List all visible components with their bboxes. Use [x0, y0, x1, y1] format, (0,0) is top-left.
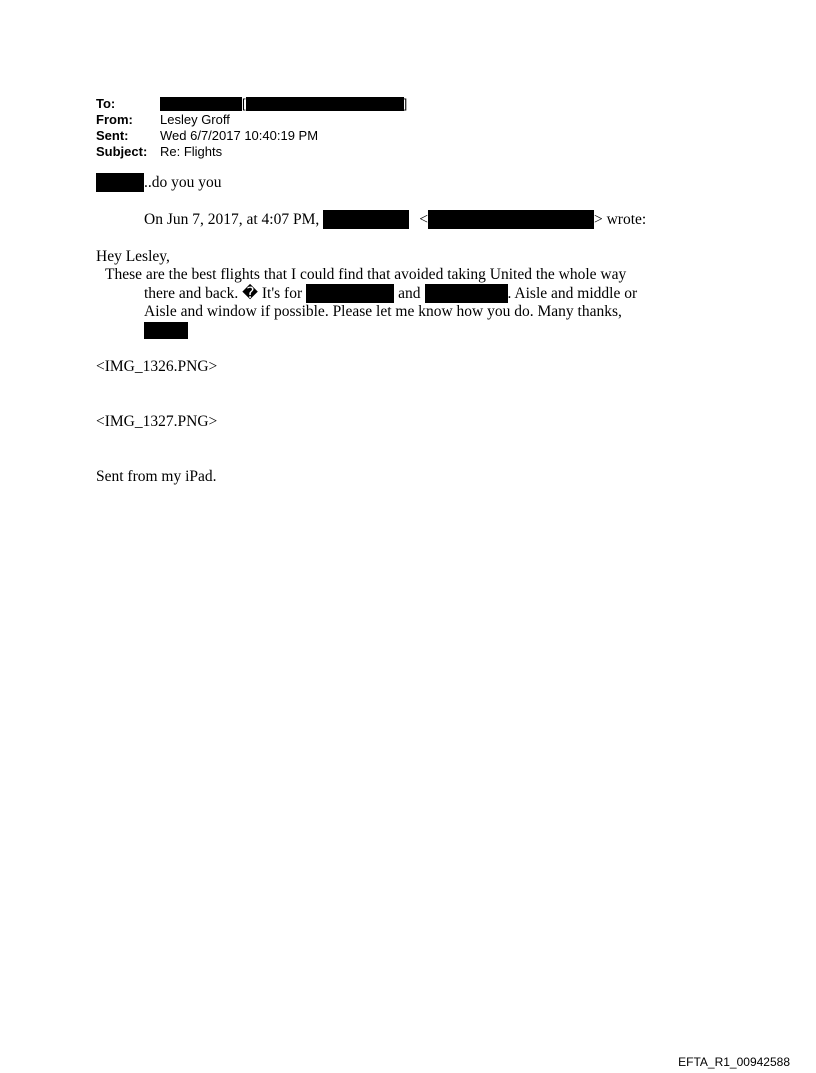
quote-intro [144, 210, 646, 229]
para-line-2-a: there and back. � It's for [144, 285, 303, 302]
from-value: Lesley Groff [160, 112, 230, 127]
attachment-1: <IMG_1326.PNG> [96, 358, 218, 375]
para-line-2-c: . Aisle and middle or [507, 285, 638, 302]
redaction-block [144, 322, 188, 339]
to-row [96, 96, 407, 112]
sent-label: Sent: [96, 128, 129, 143]
redaction [428, 210, 594, 229]
email-header [96, 96, 407, 160]
redaction [160, 97, 242, 111]
subject-value: Re: Flights [160, 144, 223, 159]
greeting: Hey Lesley, [96, 248, 170, 265]
redaction [425, 284, 508, 303]
para-line-2 [144, 284, 637, 303]
subject-row [96, 144, 407, 160]
redaction [96, 173, 144, 192]
sent-value: Wed 6/7/2017 10:40:19 PM [160, 128, 319, 143]
bracket-open: [ [242, 96, 246, 111]
redaction [144, 322, 188, 344]
redaction [246, 97, 404, 111]
redaction [306, 284, 394, 303]
reply-line [96, 173, 222, 192]
quote-intro-suffix: > wrote: [594, 211, 647, 228]
para-line-2-b: and [398, 285, 421, 302]
redaction [323, 210, 409, 229]
from-row [96, 112, 407, 128]
signature: Sent from my iPad. [96, 468, 217, 485]
bracket-close: ] [403, 96, 408, 111]
subject-label: Subject: [96, 144, 148, 159]
para-line-1: These are the best flights that I could find that avoided taking United the whole way [105, 266, 627, 283]
quote-intro-lt: < [419, 211, 428, 228]
to-label: To: [96, 96, 116, 111]
from-label: From: [96, 112, 133, 127]
quote-intro-prefix: On Jun 7, 2017, at 4:07 PM, [144, 211, 320, 228]
document-id: EFTA_R1_00942588 [678, 1055, 790, 1069]
attachment-2: <IMG_1327.PNG> [96, 413, 218, 430]
reply-text: ..do you you [144, 174, 222, 191]
sent-row [96, 128, 407, 144]
para-line-3: Aisle and window if possible. Please let me know how you do. Many thanks, [144, 303, 622, 320]
